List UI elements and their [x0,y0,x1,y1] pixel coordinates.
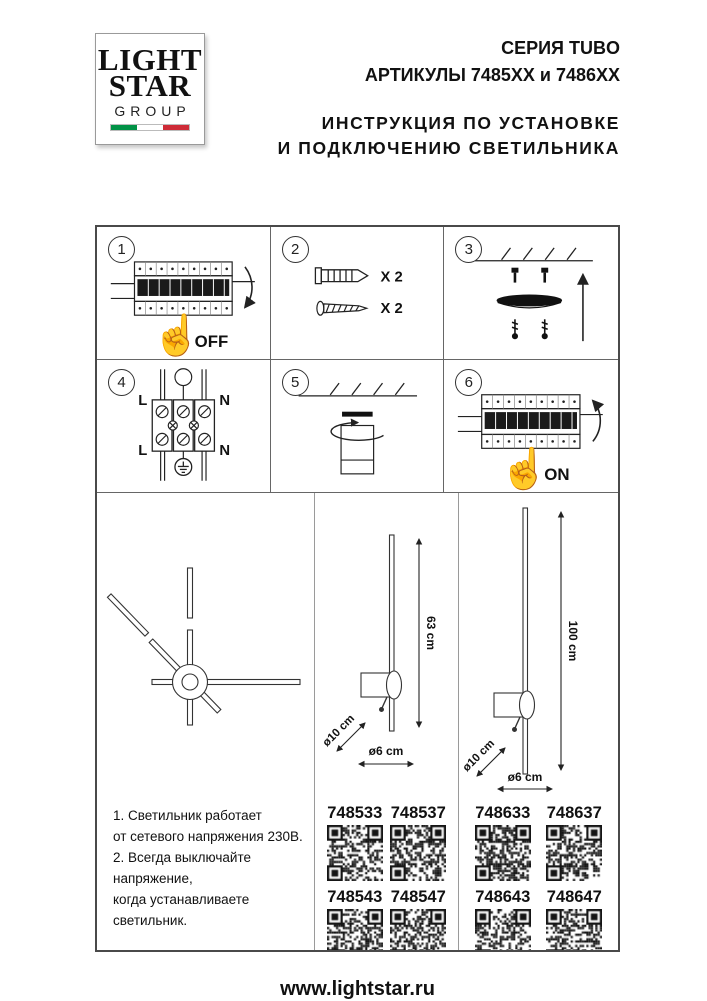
qr-code [390,825,446,881]
article-item [327,804,383,881]
step-6-power-on [444,360,618,493]
qr-code [546,909,602,950]
article-number: 748533 [327,804,383,822]
lamp-tube [390,535,395,731]
logo-word-light: LIGHT [97,41,203,77]
step-4-wiring [97,360,271,493]
flag-red [163,125,189,130]
logo-word-star: STAR [108,67,192,103]
off-label: OFF [194,331,229,351]
header-text [278,33,620,160]
step-number-badge: 5 [282,369,309,396]
qr-code [475,909,531,950]
lamp-mount [494,693,523,717]
logo-word-group: GROUP [114,103,191,120]
step-2-fixings [271,227,445,360]
article-number: 748543 [327,888,383,906]
instruction-title-line1: ИНСТРУКЦИЯ ПО УСТАНОВКЕ [321,113,620,133]
step-number-badge: 1 [108,236,135,263]
on-label: ON [544,465,570,485]
qr-code [390,909,446,950]
article-number: 748637 [546,804,602,822]
article-item [475,888,531,950]
article-item [546,888,602,950]
note-line: 1. Светильник работает [113,808,262,823]
rotate-up-arrow-icon [593,401,600,442]
mount-bar [342,412,373,417]
step-number-badge: 3 [455,236,482,263]
product-63-panel [315,493,459,950]
article-number: 748537 [390,804,446,822]
series-title: СЕРИЯ TUBO [501,38,620,58]
breaker-switch-row [485,412,577,429]
note-line: от сетевого напряжения 230В. [113,828,303,844]
product-100-panel [459,493,618,950]
articles-line: АРТИКУЛЫ 7485XX и 7486XX [364,65,620,85]
qr-code [546,825,602,881]
terminal-label-l-top: L [138,392,148,409]
flag-green [111,125,137,130]
height-label: 63 cm [424,615,438,651]
terminal-label-l-bottom: L [138,443,148,460]
screw-pins [512,319,548,338]
article-number: 748647 [546,888,602,906]
instruction-sheet [95,33,620,1001]
instruction-title [278,111,620,160]
qr-code [475,825,531,881]
product-section [97,493,618,950]
header [95,33,620,185]
terminal-label-n-top: N [219,392,231,409]
screw-qty-label: X 2 [380,301,403,318]
pointing-hand-icon: ☝ [152,313,202,358]
wall-lamp-100-drawing [459,493,617,795]
step-number-badge: 4 [108,369,135,396]
mount-diameter-label: ø10 cm [320,712,358,750]
dowel-qty-label: X 2 [380,269,403,286]
qr-code [327,909,383,950]
steps-grid [97,227,618,493]
breaker-switch-row [137,279,229,296]
earth-symbol [175,459,192,476]
article-number: 748633 [475,804,531,822]
articles-100-grid [459,800,618,950]
step-1-power-off [97,227,271,360]
article-item [390,888,446,950]
tube-diameter-label: ø6 cm [368,744,404,758]
qr-code [327,825,383,881]
dowel-icon [315,268,367,284]
lamp-canopy [341,426,374,474]
lamp-mount [361,673,390,697]
website-url: www.lightstar.ru [280,978,435,1000]
article-number: 748643 [475,888,531,906]
lamp-switch [513,717,520,731]
step-5-attach-body [271,360,445,493]
step-number-badge: 2 [282,236,309,263]
articles-63-grid [315,800,458,950]
article-item [390,804,446,881]
pointing-hand-icon: ☝ [499,447,550,492]
rotation-positions-diagram [97,493,315,795]
instruction-title-line2: И ПОДКЛЮЧЕНИЮ СВЕТИЛЬНИКА [277,137,620,158]
note-line: 2. Всегда выключайте напряжение, [113,849,251,886]
dowel-pins [512,268,549,283]
ceiling-hatch [470,248,593,261]
article-item [475,804,531,881]
article-item [327,888,383,950]
lamp-tube [523,508,528,774]
height-label: 100 cm [566,620,580,662]
screw-icon [317,301,367,315]
terminal-label-n-bottom: N [219,443,231,460]
mount-diameter-label: ø10 cm [460,737,498,775]
article-number: 748547 [390,888,446,906]
installation-notes [97,800,314,932]
flag-white [137,125,163,130]
rotation-panel [97,493,315,950]
tube-diameter-label: ø6 cm [507,770,543,784]
note-line: когда устанавливаете светильник. [113,891,250,928]
lightstar-logo [95,33,205,145]
italian-flag [110,124,190,131]
article-item [546,804,602,881]
step-3-mount-plate [444,227,618,360]
rotate-down-arrow-icon [245,267,252,307]
step-number-badge: 6 [455,369,482,396]
instruction-table [95,225,620,952]
ceiling-hatch [298,383,416,396]
lamp-switch [380,697,387,711]
mounting-plate [497,294,562,307]
wall-lamp-63-drawing [315,493,459,795]
